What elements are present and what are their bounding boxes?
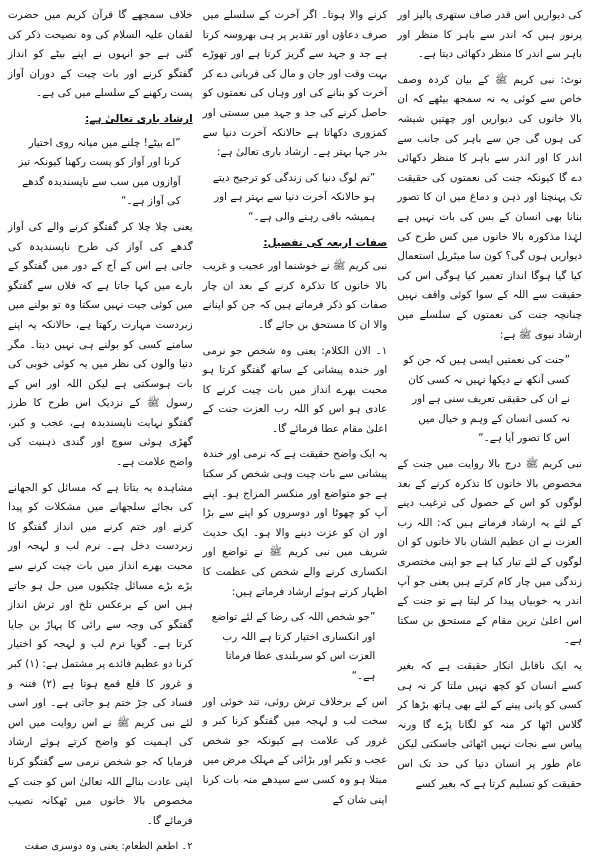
section-heading: ارشاد باری تعالیٰ ہے:: [85, 112, 193, 125]
paragraph: اس کے برخلاف ترش روئی، تند خوئی اور سخت لب و لہجہ میں گفتگو کرنا کبر و غرور کی علامت ہے کیونکہ جو شخص عجب و تکبر اور بڑائی کے مہلک مرض میں مبتلا ہو وہ کسی سے سیدھے منہ بات کرنا اپنی شان کے: [202, 695, 388, 806]
paragraph: کرنے والا ہوتا۔ اگر آخرت کے سلسلے میں صرف دعاؤں اور تقدیر پر ہی بھروسہ کرتا ہے جد و جہد سے گریز کرتا ہے اور تھوڑے بہت وقت اور جان و مال کی قربانی دے کر آخرت کو بنانے کی اور وہاں کی نعمتوں کو حاصل کرنے کی جد و جہد میں سستی اور کمزوری دکھاتا ہے حالانکہ آخرت دنیا سے بدر جہا بہتر ہے۔ ارشاد باری تعالیٰ ہے:: [202, 9, 388, 159]
quoted-passage: ”تم لوگ دنیا کی زندگی کو ترجیح دیتے ہو حالانکہ آخرت دنیا سے بہتر ہے اور ہمیشہ باقی رہنے والی ہے۔“: [212, 171, 376, 223]
text-column-right: [397, 6, 582, 795]
paragraph: یہ ایک واضح حقیقت ہے کہ نرمی اور خندہ پیشانی سے بات چیت وہی شخص کر سکتا ہے جو متواضع اور منکسر المزاج ہو۔ اپنے آپ کو چھوٹا اور دوسروں کو اپنے سے بڑا اور ان کو عزت دینے والا ہو۔ ایک حدیث شریف میں نبی کریم ﷺ نے تواضع اور انکساری کرنے والے شخص کی عظمت کا اظہار کرتے ہوئے ارشاد فرماتے ہیں:: [202, 448, 388, 598]
section-heading: صفات اربعہ کی تفصیل:: [263, 236, 388, 249]
paragraph: یہ ایک ناقابل انکار حقیقت ہے کہ بغیر کسے انسان کو کچھ نہیں ملتا کر نہ ہی کسی کو پانی پینے کے لئے بھی ہاتھ بڑھا کر گلاس اٹھا کر منہ کو لگانا پڑے گا ورنہ پیاس سے نجات نہیں اٹھائی جاسکتی لیکن عام طور پر انسان دنیا کی حد تک اس حقیقت کو تسلیم کرتا ہے کہ بغیر کسے: [397, 660, 582, 790]
paragraph: یعنی چلا چلا کر گفتگو کرنے والے کی آواز گدھے کی آواز کی طرح ناپسندیدہ کی جاتی ہے اس کے آج کے دور میں گفتگو کے بارے میں کہا جاتا ہے کہ فلاں سے گفتگو میں کوئی جیت نہیں سکتا وہ تو بولنے میں زبردست مہارت رکھتا ہے، حالانکہ یہ اپنے سامنے کسی کو بولنے ہی نہیں دیتا۔ مگر دنیا والوں کی نظر میں یہ کوئی خوبی کی بات ہوسکتی ہے لیکن اللہ اور اس کے رسول ﷺ کے نزدیک اس طرح کا طرز گفتگو نہایت ناپسندیدہ ہے، عجب و کبر، گھڑی ہوئی سوچ اور گندی ذہنیت کی واضح علامت ہے۔: [7, 220, 193, 469]
quoted-passage: ”اے بیٹے! چلنے میں میانہ روی اختیار کرنا اور آواز کو پست رکھنا کیونکہ تیز آوازوں میں سب سے ناپسندیدہ گدھے کی آواز ہے۔“: [18, 136, 181, 208]
quoted-passage: ”جنت کی نعمتیں ایسی ہیں کہ جن کو کسی آنکھ نے دیکھا نہیں نہ کسی کان نے ان کی حقیقی تعریف سنی ہے اور نہ کسی انسان کے وہم و خیال میں اس کا تصور آیا ہے۔“: [403, 354, 570, 445]
paragraph: نبی کریم ﷺ درج بالا روایت میں جنت کے مخصوص بالا خانوں کا تذکرہ کرنے کے بعد لوگوں کو اس کے حصول کی ترغیب دینے کے لئے یہ ارشاد فرماتے ہیں کہ: اللہ رب العزت نے ان عظیم الشان بالا خانوں کو ان لوگوں کے لئے تیار کیا ہے جو اپنی مختصری زندگی میں چار کام کرتے ہیں یعنی جو آپ اندر یہ خوبیاں پیدا کر لیتا ہے تو جنت کے اس اعلیٰ ترین مقام کے مستحق بن سکتا ہے۔: [397, 458, 582, 647]
paragraph: نوٹ: نبی کریم ﷺ کے بیان کردہ وصف خاص سے کوئی یہ نہ سمجھ بیٹھے کہ ان بالا خانوں کی دیواریں اور چھتیں شیشہ کی ہوں گی جن سے باہر کی جانب سے اندر کا اور اندر سے باہر کا منظر دکھائی دے گا کیونکہ جنت کی نعمتوں کی حقیقت تک پہنچنا اور ذہن و دماغ میں ان کا تصور بنانا بھی انسان کے بس کی بات نہیں ہے لہٰذا مذکورہ بالا خانوں میں کس طرح کی دیواریں ہوں گی؟ کون سا میٹریل استعمال کیا گیا ہوگا انداز تعمیر کیا ہوگی اس کی حقیقت سے اللہ کے سوا کوئی واقف نہیں چنانچہ جنت کی نعمتوں کے سلسلے میں ارشاد نبوی ﷺ ہے:: [397, 73, 582, 341]
continuation-line: ۲۔ اطعم الطعام: یعنی وہ دوسری صفت: [24, 841, 193, 853]
paragraph: خلاف سمجھے گا قرآن کریم میں حضرت لقمان علیہ السلام کی وہ نصیحت ذکر کی گئی ہے جو انہوں نے اپنے بیٹے کو انداز گفتگو کرنے اور بات چیت کے دوران آواز پست رکھنے کے سلسلے میں کی ہے۔: [7, 9, 193, 100]
text-column-left: [7, 6, 193, 853]
paragraph: ۱۔ الان الکلام: یعنی وہ شخص جو نرمی اور خندہ پیشانی کے ساتھ گفتگو کرتا ہو محبت بھرے انداز میں بات چیت کرنے کا عادی ہو اس کو اللہ رب العزت جنت کے اعلیٰ مقام عطا فرمائے گا۔: [202, 344, 388, 435]
paragraph: نبی کریم ﷺ نے خوشنما اور عجیب و غریب بالا خانوں کا تذکرہ کرنے کے بعد ان چار صفات کو ذکر فرماتے ہیں کہ جن کو اپنانے والا ان کا مستحق بن جائے گا۔: [202, 260, 388, 331]
quoted-passage: ”جو شخص اللہ کی رضا کے لئے تواضع اور انکساری اختیار کرتا ہے اللہ رب العزت اس کو سربلندی عطا فرماتا ہے۔“: [211, 611, 376, 682]
text-column-middle: [202, 6, 388, 806]
paragraph: کی دیواریں اس قدر صاف ستھری پالیز اور پرنور ہیں کہ اندر سے باہر کا منظر اور باہر سے اندر کا منظر دکھائی دیتا ہے۔: [397, 9, 582, 61]
paragraph: مشاہدہ یہ بتاتا ہے کہ مسائل کو الجھانے کی بجائے سلجھانے میں مشکلات کو پیدا کرنے اور ختم کرنے میں انداز گفتگو کا زبردست دخل ہے۔ نرم لب و لہجہ اور محبت بھرے انداز میں بات چیت کرنے سے بڑے بڑے مسائل چٹکیوں میں حل ہو جاتے ہیں اس کے برعکس تلخ اور ترش انداز گفتگو کی وجہ سے رائی کا پہاڑ بن جایا کرتا ہے۔ گویا نرم لب و لہجہ کو اختیار کرنا دو عظیم فائدے پر مشتمل ہے: (۱) کبر و غرور کا قلع قمع ہوتا ہے (۲) فتنہ و فساد کی جڑ ختم ہو جاتی ہے۔ اور اسی لئے نبی کریم ﷺ نے اس روایت میں اس کی اہمیت کو واضح کرتے ہوئے ارشاد فرمایا کہ جو شخص نرمی سے گفتگو کرنا اپنی عادت بنالے اللہ تعالیٰ اس کو جنت کے مخصوص بالا خانوں میں ٹھکانہ نصیب فرمائے گا۔: [7, 481, 193, 827]
